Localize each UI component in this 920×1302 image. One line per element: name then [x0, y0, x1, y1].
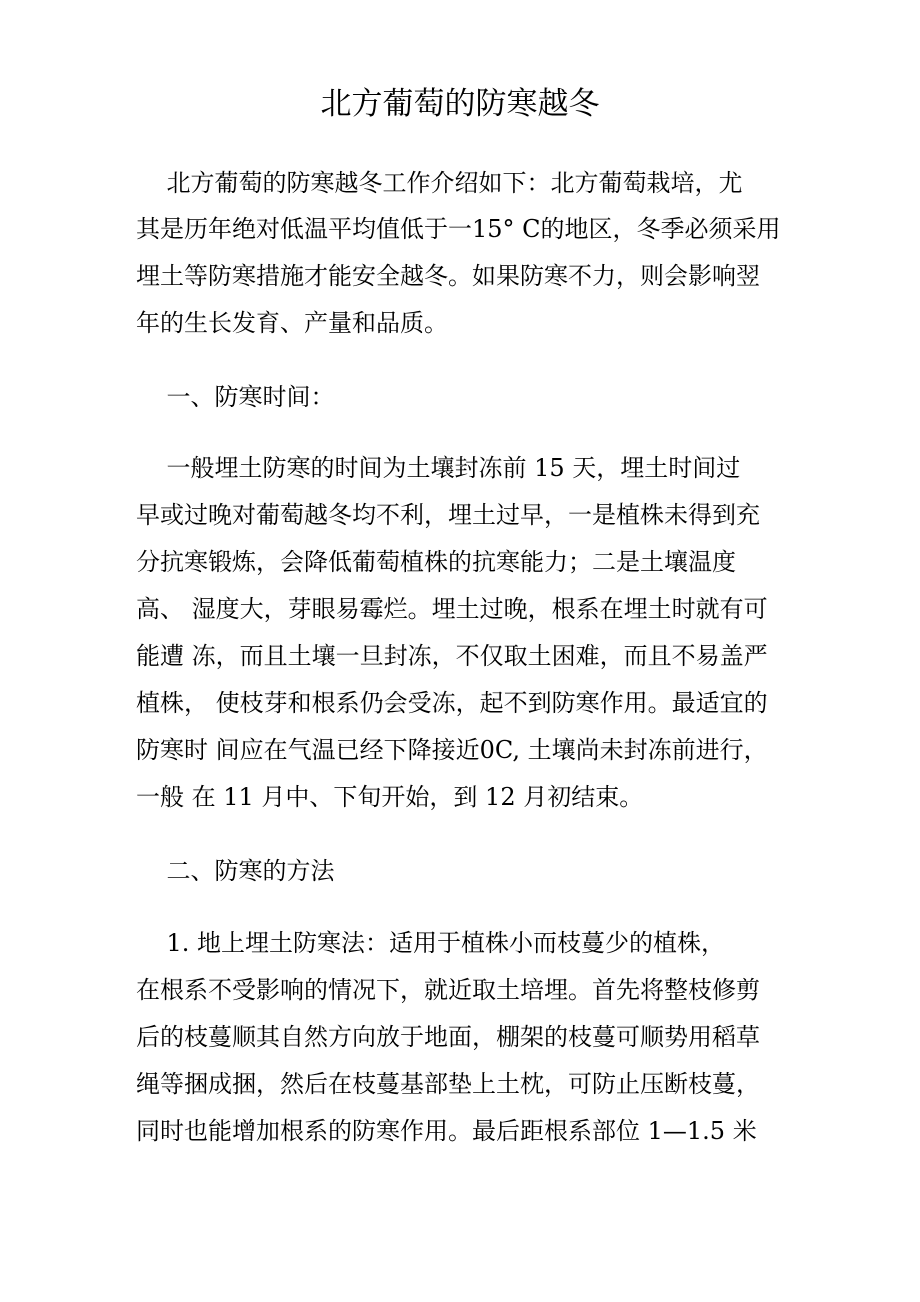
paragraph-line: 分抗寒锻炼，会降低葡萄植株的抗寒能力；二是土壤温度 — [136, 548, 736, 576]
section-heading: 二、防寒的方法 — [136, 857, 335, 885]
paragraph-line: 能遭 冻，而且土壤一旦封冻，不仅取土困难，而且不易盖严 — [136, 642, 768, 670]
paragraph-line: 后的枝蔓顺其自然方向放于地面，棚架的枝蔓可顺势用稻草 — [136, 1023, 760, 1051]
paragraph-line: 一般 在 11 月中、下旬开始，到 12 月初结束。 — [136, 783, 644, 811]
paragraph-line: 同时也能增加根系的防寒作用。最后距根系部位 1—1.5 米 — [136, 1117, 757, 1145]
paragraph-line: 1. 地上埋土防寒法：适用于植株小而枝蔓少的植株， — [136, 929, 726, 957]
paragraph-line: 北方葡萄的防寒越冬工作介绍如下：北方葡萄栽培，尤 — [136, 169, 743, 197]
paragraph-line: 植株， 使枝芽和根系仍会受冻，起不到防寒作用。最适宜的 — [136, 689, 768, 717]
paragraph-line: 埋土等防寒措施才能安全越冬。如果防寒不力，则会影响翌 — [136, 262, 760, 290]
paragraph-line: 在根系不受影响的情况下，就近取土培埋。首先将整枝修剪 — [136, 976, 760, 1004]
paragraph-line: 年的生长发育、产量和品质。 — [136, 309, 448, 337]
page-title: 北方葡萄的防寒越冬 — [320, 86, 600, 122]
paragraph-line: 防寒时 间应在气温已经下降接近0C, 土壤尚未封冻前进行， — [136, 736, 768, 764]
section-heading: 一、防寒时间： — [136, 383, 335, 411]
paragraph-line: 高、 湿度大，芽眼易霉烂。埋土过晚，根系在埋土时就有可 — [136, 595, 768, 623]
paragraph-line: 早或过晚对葡萄越冬均不利，埋土过早，一是植株未得到充 — [136, 501, 760, 529]
paragraph-line: 绳等捆成捆，然后在枝蔓基部垫上土枕，可防止压断枝蔓， — [136, 1070, 760, 1098]
paragraph-line: 一般埋土防寒的时间为土壤封冻前 15 天，埋土时间过 — [136, 454, 741, 482]
paragraph-line: 其是历年绝对低温平均值低于一15° C的地区，冬季必须采用 — [136, 215, 781, 243]
